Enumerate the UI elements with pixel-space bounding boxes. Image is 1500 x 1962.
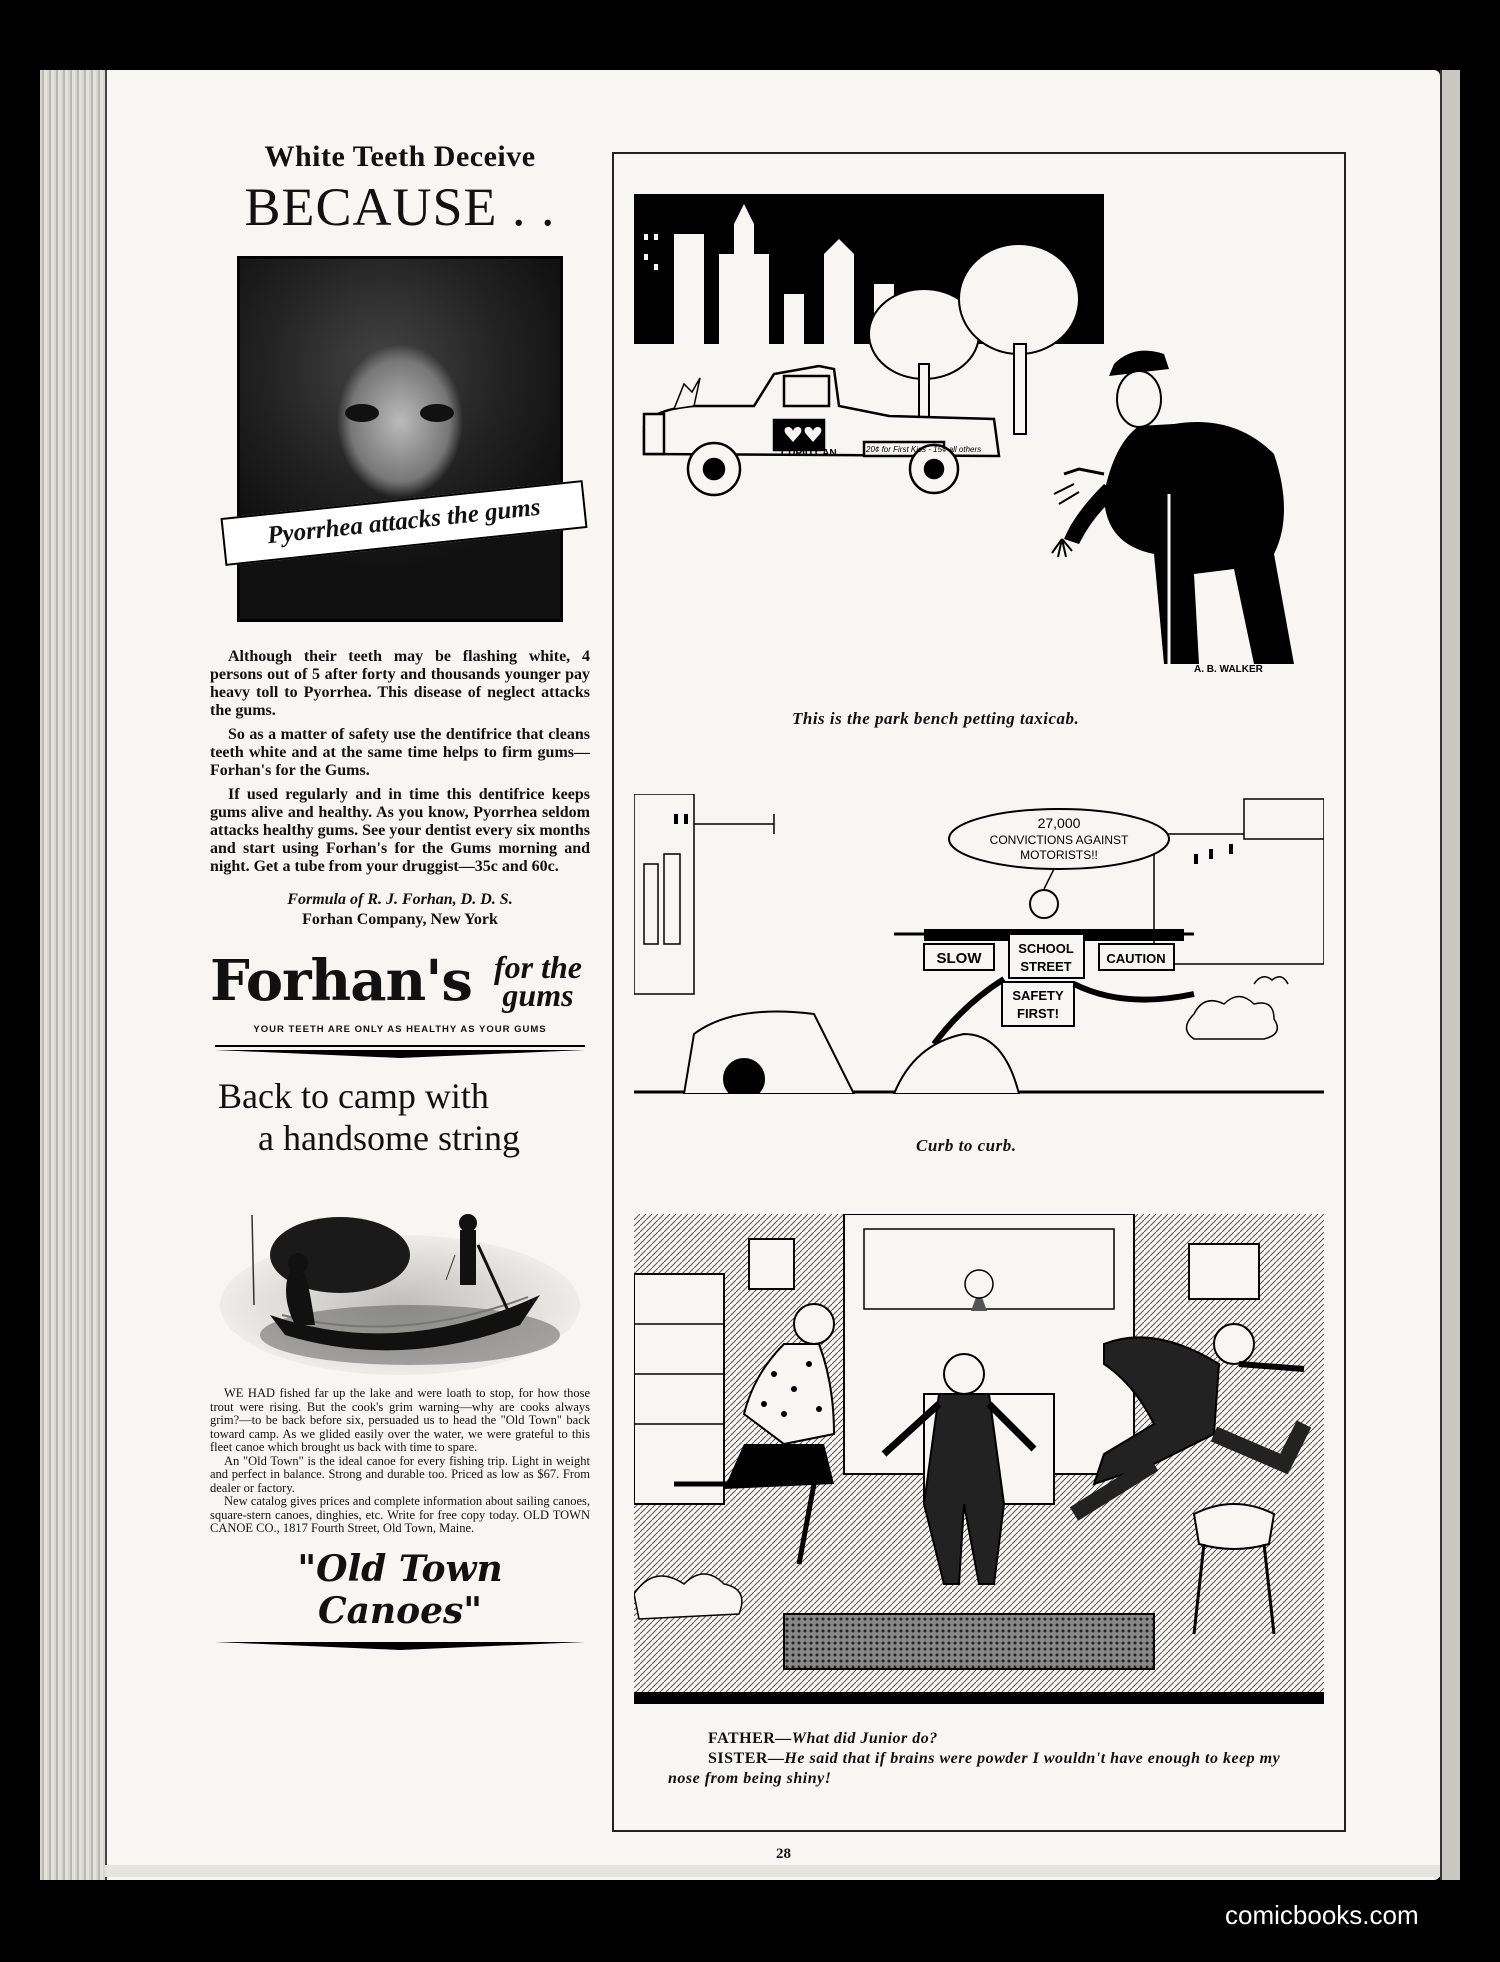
curb-to-curb-cartoon bbox=[634, 794, 1324, 1094]
forhan-paragraph: So as a matter of safety use the dentifrice that cleans teeth white and at the same time helps to firm gums—Forhan's for the Gums. bbox=[210, 726, 590, 779]
caption-line-sister bbox=[668, 1749, 1288, 1789]
old-town-brand-logo: "Old Town Canoes" bbox=[297, 1547, 503, 1632]
forhan-formula bbox=[210, 890, 590, 930]
woman-portrait-photo bbox=[237, 256, 563, 622]
father-line: What did Junior do? bbox=[791, 1730, 938, 1747]
caption-line-father bbox=[668, 1729, 1288, 1749]
forhan-brand-row bbox=[210, 948, 590, 1014]
taxicab-cartoon bbox=[634, 194, 1324, 684]
sign-slow: SLOW bbox=[936, 950, 982, 967]
living-room-caption bbox=[668, 1729, 1288, 1789]
facing-page-edge bbox=[1440, 70, 1460, 1880]
forhan-brand-sub: for the gums bbox=[493, 949, 582, 1013]
pyorrhea-banner: Pyorrhea attacks the gums bbox=[220, 480, 587, 566]
old-town-ad bbox=[210, 1075, 590, 1652]
forhan-paragraph: If used regularly and in time this dentifrice keeps gums alive and healthy. As you know, Pyorrhea seldom attacks healthy gums. See your dentist every six months and start using Forhan's for the Gums morning and night. Get a tube from your druggist—35c and 60c. bbox=[210, 786, 590, 875]
sign-safety-2: FIRST! bbox=[1017, 1006, 1059, 1021]
forhan-brand-logo: Forhan's bbox=[210, 948, 472, 1014]
forhan-headline-1: White Teeth Deceive bbox=[264, 140, 536, 173]
old-town-headline-1: Back to camp with bbox=[218, 1076, 489, 1116]
car-price-sign: 20¢ for First Kiss - 15¢ all others bbox=[866, 445, 982, 454]
forhan-paragraph: Although their teeth may be flashing white, 4 persons out of 5 after forty and thousands younger pay heavy toll to Pyorrhea. This disease of neglect attacks the gums. bbox=[210, 648, 590, 719]
sign-safety-1: SAFETY bbox=[1012, 988, 1064, 1003]
forhan-tagline: YOUR TEETH ARE ONLY AS HEALTHY AS YOUR GUMS bbox=[253, 1024, 547, 1035]
old-town-body-text bbox=[210, 1387, 590, 1536]
car-label: CUPID CAN bbox=[781, 448, 837, 459]
old-town-paragraph: New catalog gives prices and complete information about sailing canoes, square-stern canoes, dinghies, etc. Write for free copy today. OLD TOWN CANOE CO., 1817 Fourth Street, Old Town, Maine. bbox=[210, 1494, 590, 1535]
old-town-headline bbox=[210, 1075, 590, 1159]
site-watermark[interactable]: comicbooks.com bbox=[1225, 1900, 1419, 1930]
ad-divider bbox=[215, 1642, 585, 1652]
page-number: 28 bbox=[776, 1846, 791, 1862]
old-town-paragraph: WE HAD fished far up the lake and were loath to stop, for how those trout were rising. But the cook's grim warning—why are cooks always grim?—to be back before six, persuaded us to head the "Old Town" back toward camp. As we glided easily over the water, we were grateful to this fleet canoe which brought us back with time to spare. bbox=[210, 1386, 590, 1454]
cartoons-frame bbox=[612, 152, 1346, 1832]
advertisements-column bbox=[210, 140, 590, 1652]
speaker-father: FATHER— bbox=[708, 1730, 792, 1747]
taxicab-caption: This is the park bench petting taxicab. bbox=[792, 709, 1080, 728]
curb-to-curb-caption: Curb to curb. bbox=[916, 1136, 1017, 1155]
forhan-headline-2: BECAUSE . . bbox=[244, 177, 556, 237]
forhan-formula-line-1: Formula of R. J. Forhan, D. D. S. bbox=[287, 891, 513, 908]
speaker-sister: SISTER— bbox=[708, 1750, 785, 1767]
sign-school-1: SCHOOL bbox=[1018, 941, 1074, 956]
canoe-scene-svg bbox=[210, 1185, 590, 1375]
portrait-eye-right bbox=[420, 404, 454, 422]
balloon-line-3: MOTORISTS!! bbox=[1020, 848, 1098, 862]
old-town-headline-2: a handsome string bbox=[258, 1118, 520, 1158]
book-spine bbox=[40, 70, 107, 1880]
forhan-formula-line-2: Forhan Company, New York bbox=[302, 911, 498, 928]
forhan-ad bbox=[210, 140, 590, 1057]
sister-line: He said that if brains were powder I wouldn't have enough to keep my nose from being shiny! bbox=[668, 1750, 1281, 1787]
ad-divider bbox=[215, 1045, 585, 1057]
living-room-cartoon bbox=[634, 1214, 1324, 1704]
sign-school-2: STREET bbox=[1020, 959, 1072, 974]
balloon-line-1: 27,000 bbox=[1037, 815, 1081, 831]
page-bottom-edge bbox=[105, 1865, 1440, 1877]
sign-caution: CAUTION bbox=[1106, 951, 1166, 966]
old-town-paragraph: An "Old Town" is the ideal canoe for every fishing trip. Light in weight and perfect in balance. Strong and durable too. Priced as low as $67. From dealer or factory. bbox=[210, 1453, 590, 1495]
canoe-illustration bbox=[210, 1185, 590, 1375]
balloon-line-2: CONVICTIONS AGAINST bbox=[989, 833, 1129, 847]
forhan-body-text bbox=[210, 648, 590, 876]
cartoon-signature: A. B. WALKER bbox=[1194, 664, 1263, 675]
portrait-eye-left bbox=[345, 404, 379, 422]
